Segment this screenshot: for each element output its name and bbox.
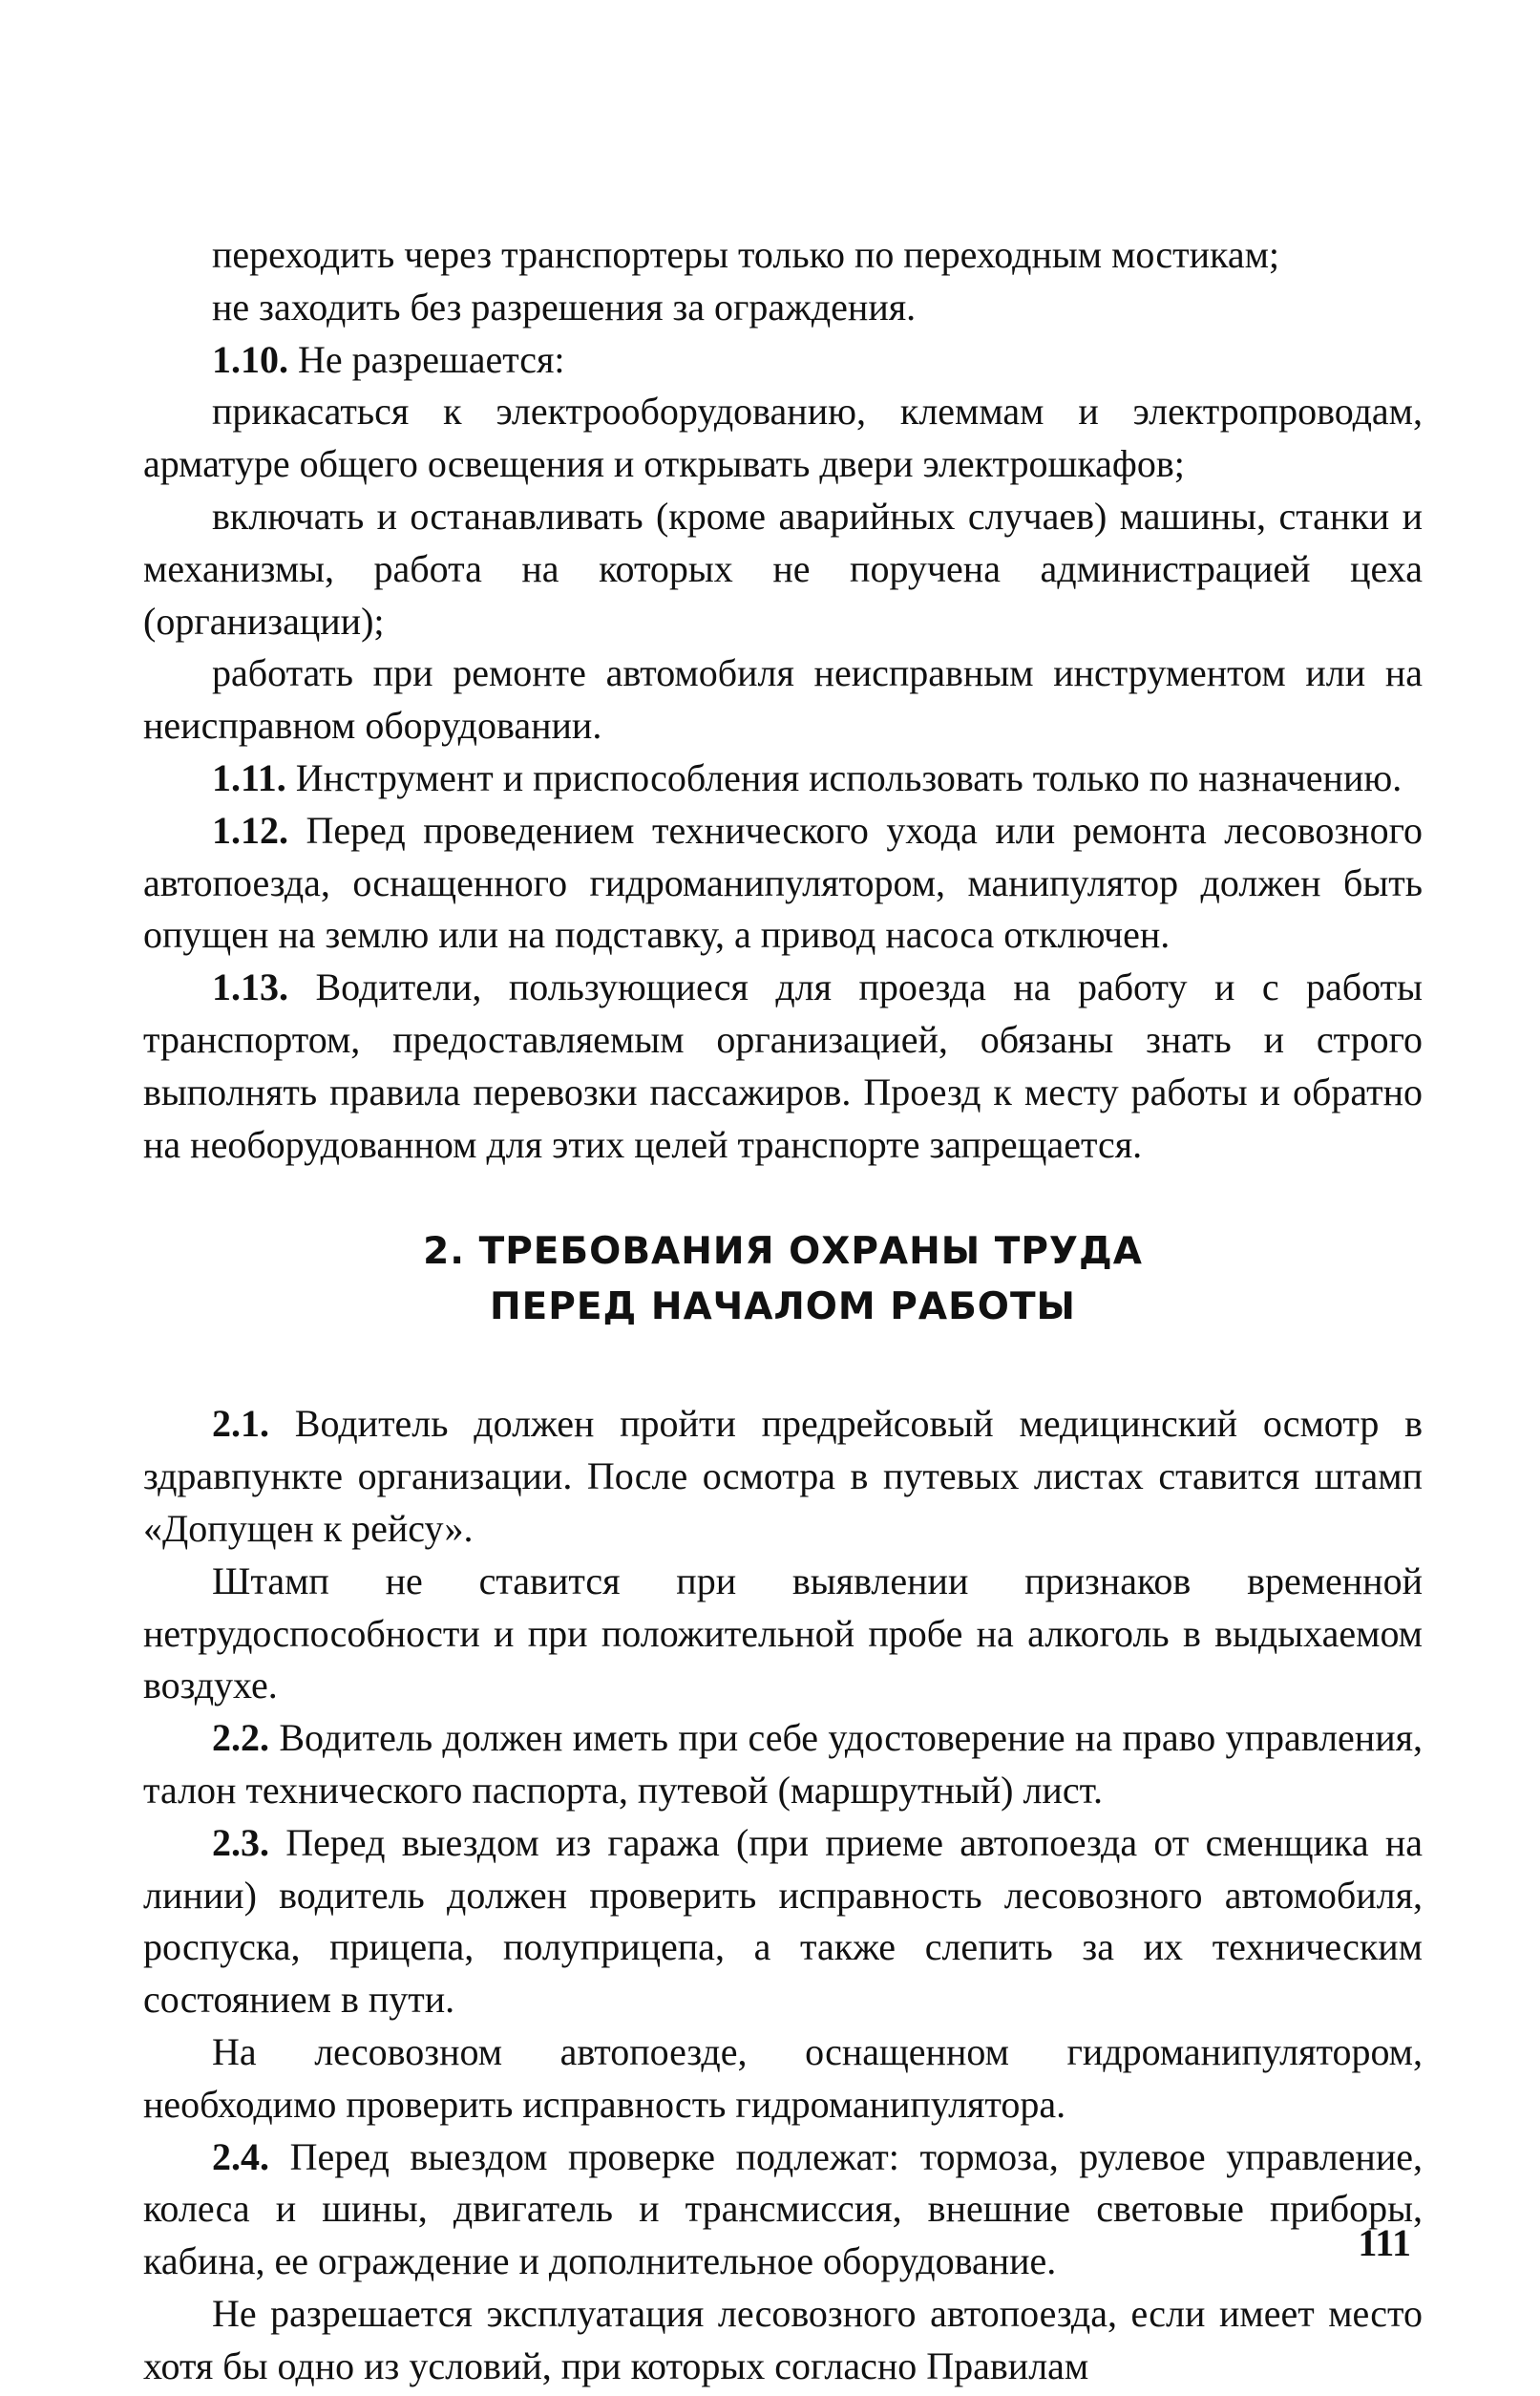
paragraph-text: Не разрешается эксплуатация лесовозного автопоезда, если имеет место хотя бы одно из условий, при которых согласно Правилам: [143, 2291, 1423, 2387]
paragraph: [143, 1817, 1423, 2026]
clause-number: 1.10.: [212, 337, 288, 381]
page-number: 111: [1358, 2221, 1411, 2264]
paragraph-text: Штамп не ставится при выявлении признаков временной нетрудоспособности и при положительной пробе на алкоголь в выдыхаемом воздухе.: [143, 1558, 1423, 1707]
paragraph-text: переходить через транспортеры только по переходным мостикам;: [212, 233, 1280, 276]
section-heading-line-1: 2. ТРЕБОВАНИЯ ОХРАНЫ ТРУДА: [423, 1230, 1143, 1274]
paragraph-text: прикасаться к электрооборудованию, клеммам и электропроводам, арматуре общего освещения и открывать двери электрошкафов;: [143, 390, 1423, 486]
paragraph-text: включать и останавливать (кроме аварийных случаев) машины, станки и механизмы, работа на которых не поручена администрацией цеха (организации);: [143, 494, 1423, 643]
paragraph: [143, 1556, 1423, 1712]
paragraph-text: Водитель должен пройти предрейсовый медицинский осмотр в здравпункте организации. После осмотра в путевых листах ставится штамп «Допущен к рейсу».: [143, 1402, 1423, 1550]
page-body: [143, 229, 1423, 2392]
paragraph: [143, 229, 1423, 282]
paragraph-text: Перед выездом проверке подлежат: тормоза, рулевое управление, колеса и шины, двигатель и трансмиссия, внешние световые приборы, кабина, ее ограждение и дополнительное оборудование.: [143, 2134, 1423, 2283]
paragraph-text: Перед проведением технического ухода или ремонта лесовозного автопоезда, оснащенного гидроманипулятором, манипулятор должен быть опущен на землю или на подставку, а привод насоса отключен.: [143, 808, 1423, 957]
paragraph: [143, 386, 1423, 491]
paragraph: [143, 2026, 1423, 2131]
paragraph: [143, 282, 1423, 334]
paragraph: [143, 334, 1423, 387]
paragraph: [143, 805, 1423, 962]
paragraph: [143, 753, 1423, 805]
clause-number: 2.1.: [212, 1402, 269, 1446]
section-heading: [143, 1224, 1423, 1335]
paragraph: [143, 2131, 1423, 2288]
section-2-body: [143, 1398, 1423, 2392]
clause-number: 2.4.: [212, 2134, 269, 2178]
clause-number: 2.2.: [212, 1716, 269, 1760]
paragraph: [143, 647, 1423, 753]
section-1-continuation: [143, 229, 1423, 1171]
paragraph-text: Инструмент и приспособления использовать только по назначению.: [285, 755, 1403, 799]
paragraph: [143, 962, 1423, 1171]
paragraph: [143, 491, 1423, 647]
section-heading-line-2: ПЕРЕД НАЧАЛОМ РАБОТЫ: [490, 1285, 1076, 1329]
paragraph: [143, 2288, 1423, 2393]
paragraph-text: На лесовозном автопоезде, оснащенном гидроманипулятором, необходимо проверить исправность гидроманипулятора.: [143, 2029, 1423, 2126]
clause-number: 1.11.: [212, 755, 286, 799]
paragraph-text: Перед выездом из гаража (при приеме автопоезда от сменщика на линии) водитель должен проверить исправность лесовозного автомобиля, роспуска, прицепа, полуприцепа, а также слепить за их техническим состоянием в пути.: [143, 1820, 1423, 2022]
paragraph-text: не заходить без разрешения за ограждения.: [212, 285, 917, 329]
paragraph-text: Водитель должен иметь при себе удостоверение на право управления, талон технического паспорта, путевой (маршрутный) лист.: [143, 1716, 1423, 1812]
clause-number: 2.3.: [212, 1820, 269, 1864]
clause-number: 1.13.: [212, 965, 288, 1009]
paragraph-text: работать при ремонте автомобиля неисправным инструментом или на неисправном оборудовании.: [143, 651, 1423, 748]
paragraph: [143, 1398, 1423, 1555]
paragraph-text: Не разрешается:: [288, 337, 565, 381]
clause-number: 1.12.: [212, 808, 288, 852]
paragraph: [143, 1712, 1423, 1817]
paragraph-text: Водители, пользующиеся для проезда на работу и с работы транспортом, предоставляемым организацией, обязаны знать и строго выполнять правила перевозки пассажиров. Проезд к месту работы и обратно на необорудованном для этих целей транспорте запрещается.: [143, 965, 1423, 1166]
